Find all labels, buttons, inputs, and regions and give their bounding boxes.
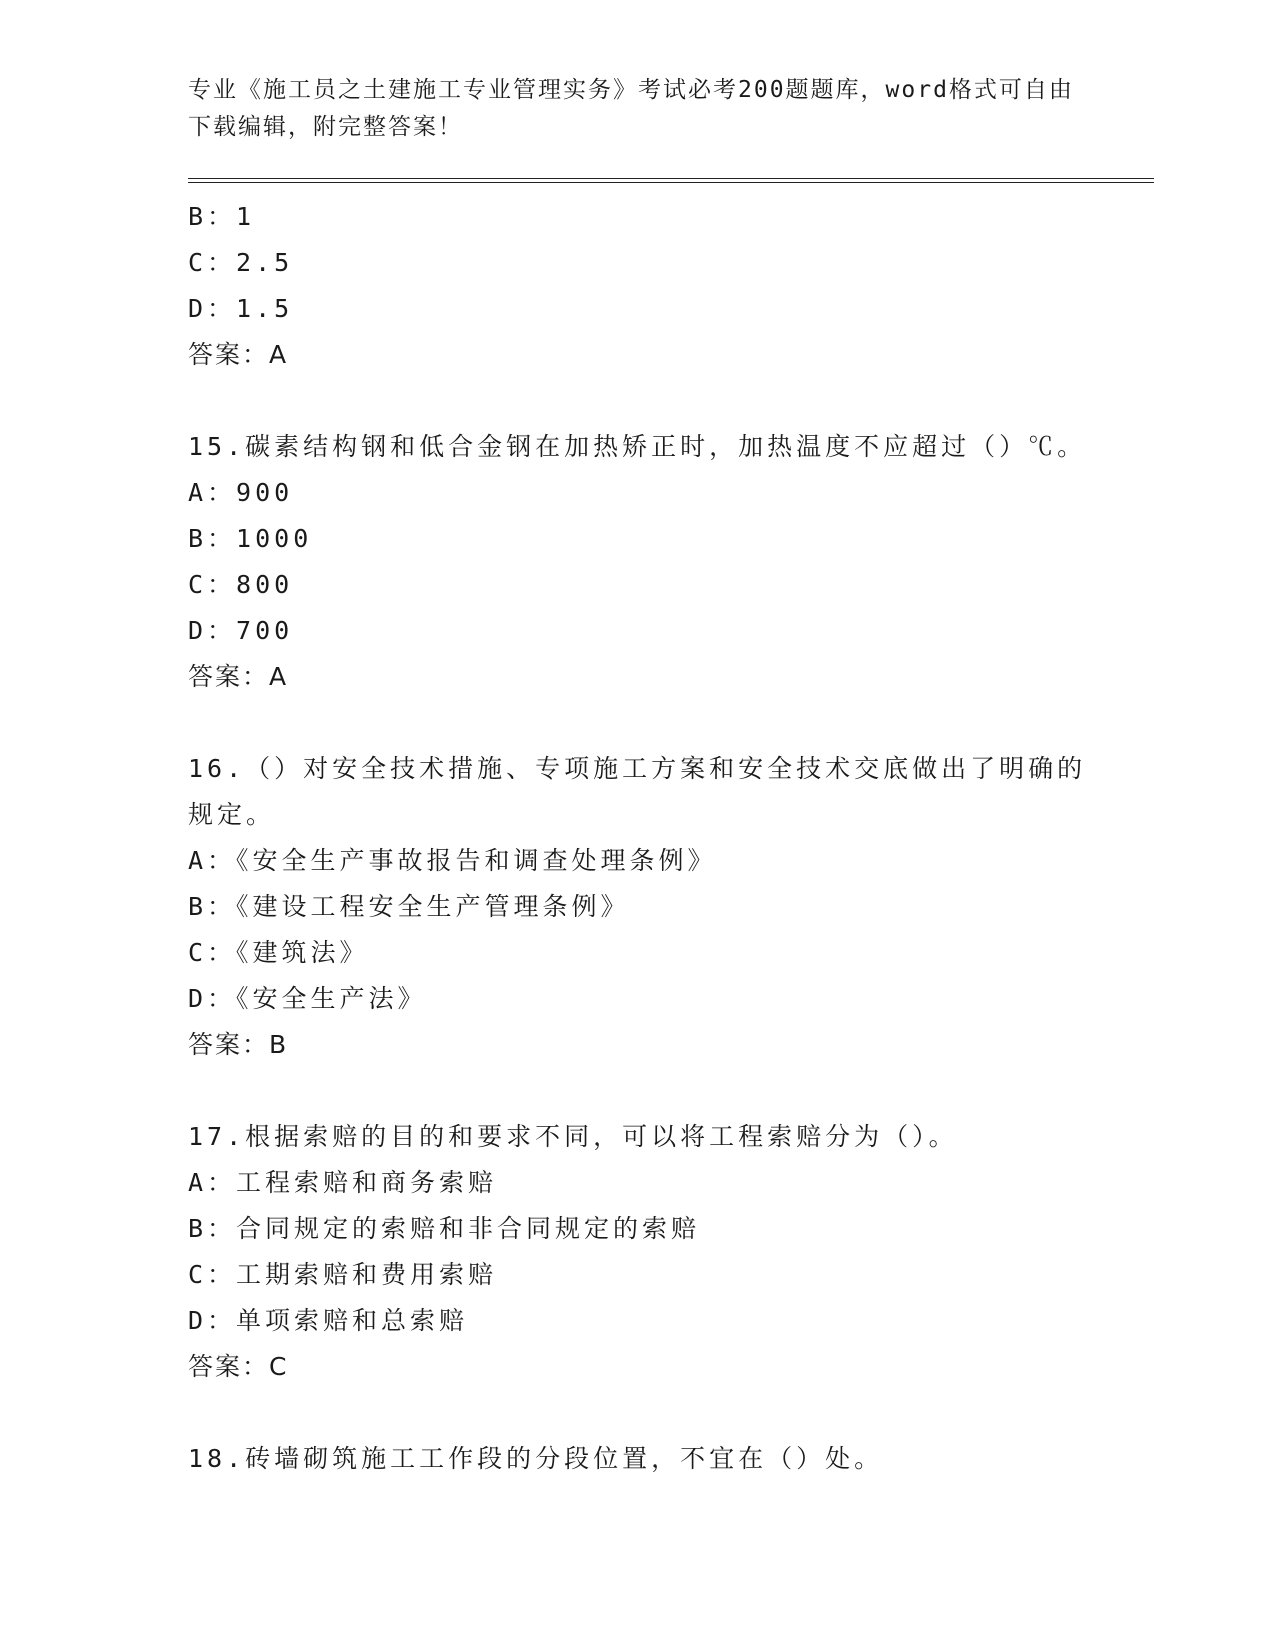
option-c: C：800 [188, 570, 294, 599]
answer: 答案：A [188, 662, 289, 691]
answer: 答案：C [188, 1352, 289, 1381]
answer: 答案：B [188, 1030, 289, 1059]
option-d: D：1.5 [188, 294, 294, 323]
question-15 [188, 424, 1148, 700]
option-d: D：单项索赔和总索赔 [188, 1306, 469, 1335]
question-16 [188, 746, 1148, 1068]
option-b: B：《建设工程安全生产管理条例》 [188, 892, 630, 921]
spacer [188, 700, 1148, 746]
option-b: B：合同规定的索赔和非合同规定的索赔 [188, 1214, 701, 1243]
spacer [188, 1390, 1148, 1436]
option-a: A：《安全生产事故报告和调查处理条例》 [188, 846, 717, 875]
header-divider [188, 178, 1154, 183]
question-stem: 15.碳素结构钢和低合金钢在加热矫正时，加热温度不应超过（）℃。 [188, 432, 1087, 461]
page-header [188, 72, 1088, 146]
question-17 [188, 1114, 1148, 1390]
question-list [188, 194, 1148, 1482]
question-stem: 18.砖墙砌筑施工工作段的分段位置，不宜在（）处。 [188, 1444, 884, 1473]
header-title-line1: 专业《施工员之土建施工专业管理实务》考试必考200题题库，word格式可自由 [188, 77, 1074, 103]
option-d: D：700 [188, 616, 294, 645]
header-title-line2: 下载编辑，附完整答案！ [188, 114, 463, 140]
question-18 [188, 1436, 1148, 1482]
question-stem-line2: 规定。 [188, 800, 276, 829]
option-c: C：工期索赔和费用索赔 [188, 1260, 498, 1289]
spacer [188, 378, 1148, 424]
option-a: A：工程索赔和商务索赔 [188, 1168, 498, 1197]
option-b: B：1000 [188, 524, 313, 553]
option-b: B：1 [188, 202, 256, 231]
option-c: C：2.5 [188, 248, 294, 277]
spacer [188, 1068, 1148, 1114]
option-d: D：《安全生产法》 [188, 984, 427, 1013]
option-a: A：900 [188, 478, 294, 507]
answer: 答案：A [188, 340, 289, 369]
question-stem: 17.根据索赔的目的和要求不同，可以将工程索赔分为（）。 [188, 1122, 958, 1151]
question-stem-line1: 16.（）对安全技术措施、专项施工方案和安全技术交底做出了明确的 [188, 754, 1087, 783]
option-c: C：《建筑法》 [188, 938, 369, 967]
question-14-tail [188, 194, 1148, 378]
